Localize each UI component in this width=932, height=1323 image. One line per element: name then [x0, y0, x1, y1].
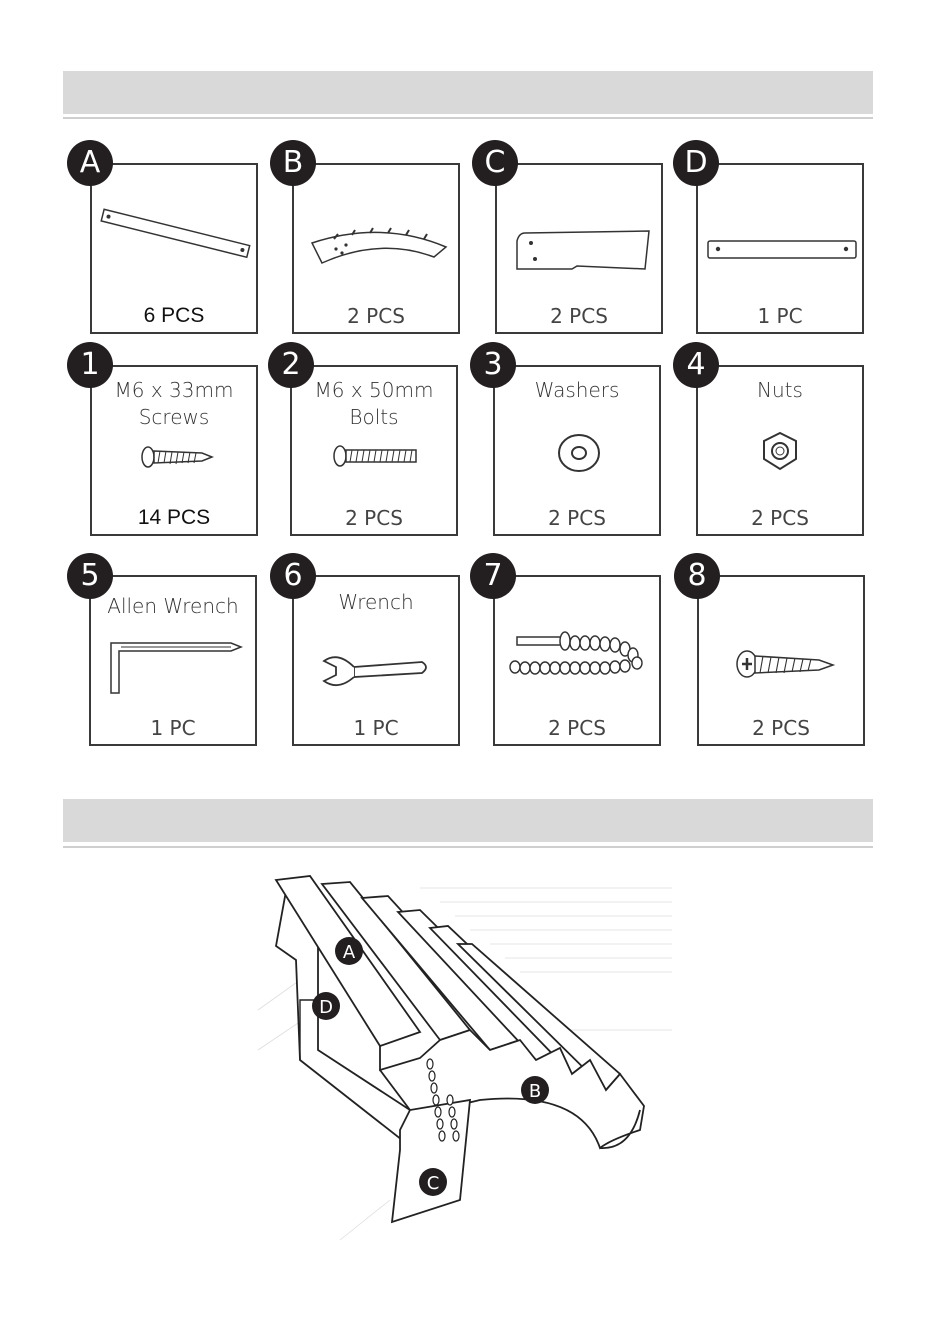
callout-d: D	[319, 997, 333, 1018]
hardware-3-qty: 2 PCS	[548, 506, 606, 530]
hardware-1-title: M6 x 33mm	[114, 378, 234, 402]
part-label-c: C	[472, 140, 518, 186]
part-card-c	[495, 163, 663, 334]
hardware-2-title: M6 x 50mm	[314, 378, 434, 402]
hardware-card-5	[89, 575, 257, 746]
hardware-label-7: 7	[470, 553, 516, 599]
part-a-qty: 6 PCS	[143, 304, 205, 327]
part-card-a	[90, 163, 258, 334]
hardware-7-qty: 2 PCS	[548, 716, 606, 740]
hardware-4-qty: 2 PCS	[751, 506, 809, 530]
hardware-5-title: Allen Wrench	[107, 594, 239, 618]
hardware-1-subtitle: Screws	[138, 405, 210, 429]
hardware-2-subtitle: Bolts	[349, 405, 399, 429]
hardware-8-qty: 2 PCS	[752, 716, 810, 740]
hardware-label-5: 5	[67, 553, 113, 599]
part-label-d: D	[673, 140, 719, 186]
part-label-b: B	[270, 140, 316, 186]
part-b-qty: 2 PCS	[347, 304, 405, 328]
part-card-d	[696, 163, 864, 334]
part-card-b	[292, 163, 460, 334]
hardware-label-6: 6	[270, 553, 316, 599]
hardware-1-qty: 14 PCS	[137, 506, 211, 529]
part-c-qty: 2 PCS	[550, 304, 608, 328]
hardware-card-4	[696, 365, 864, 536]
section-divider	[63, 117, 873, 119]
section-divider	[63, 846, 873, 848]
section-header-diagram	[63, 799, 873, 842]
callout-b: B	[528, 1081, 542, 1102]
assembled-footrest-diagram	[250, 870, 680, 1250]
hardware-6-qty: 1 PC	[353, 716, 399, 740]
part-label-a: A	[67, 140, 113, 186]
hardware-6-title: Wrench	[338, 590, 414, 614]
hardware-label-4: 4	[673, 342, 719, 388]
part-d-qty: 1 PC	[757, 304, 803, 328]
hardware-card-2	[290, 365, 458, 536]
hardware-3-title: Washers	[534, 378, 620, 402]
hardware-label-2: 2	[268, 342, 314, 388]
callout-a: A	[342, 942, 356, 963]
hardware-label-1: 1	[67, 342, 113, 388]
callout-c: C	[426, 1173, 440, 1194]
hardware-card-8	[697, 575, 865, 746]
hardware-2-qty: 2 PCS	[345, 506, 403, 530]
hardware-label-8: 8	[674, 553, 720, 599]
section-header-parts	[63, 71, 873, 114]
hardware-card-7	[493, 575, 661, 746]
hardware-card-1	[90, 365, 258, 536]
hardware-card-3	[493, 365, 661, 536]
hardware-card-6	[292, 575, 460, 746]
hardware-4-title: Nuts	[757, 378, 803, 402]
hardware-label-3: 3	[470, 342, 516, 388]
hardware-5-qty: 1 PC	[150, 716, 196, 740]
